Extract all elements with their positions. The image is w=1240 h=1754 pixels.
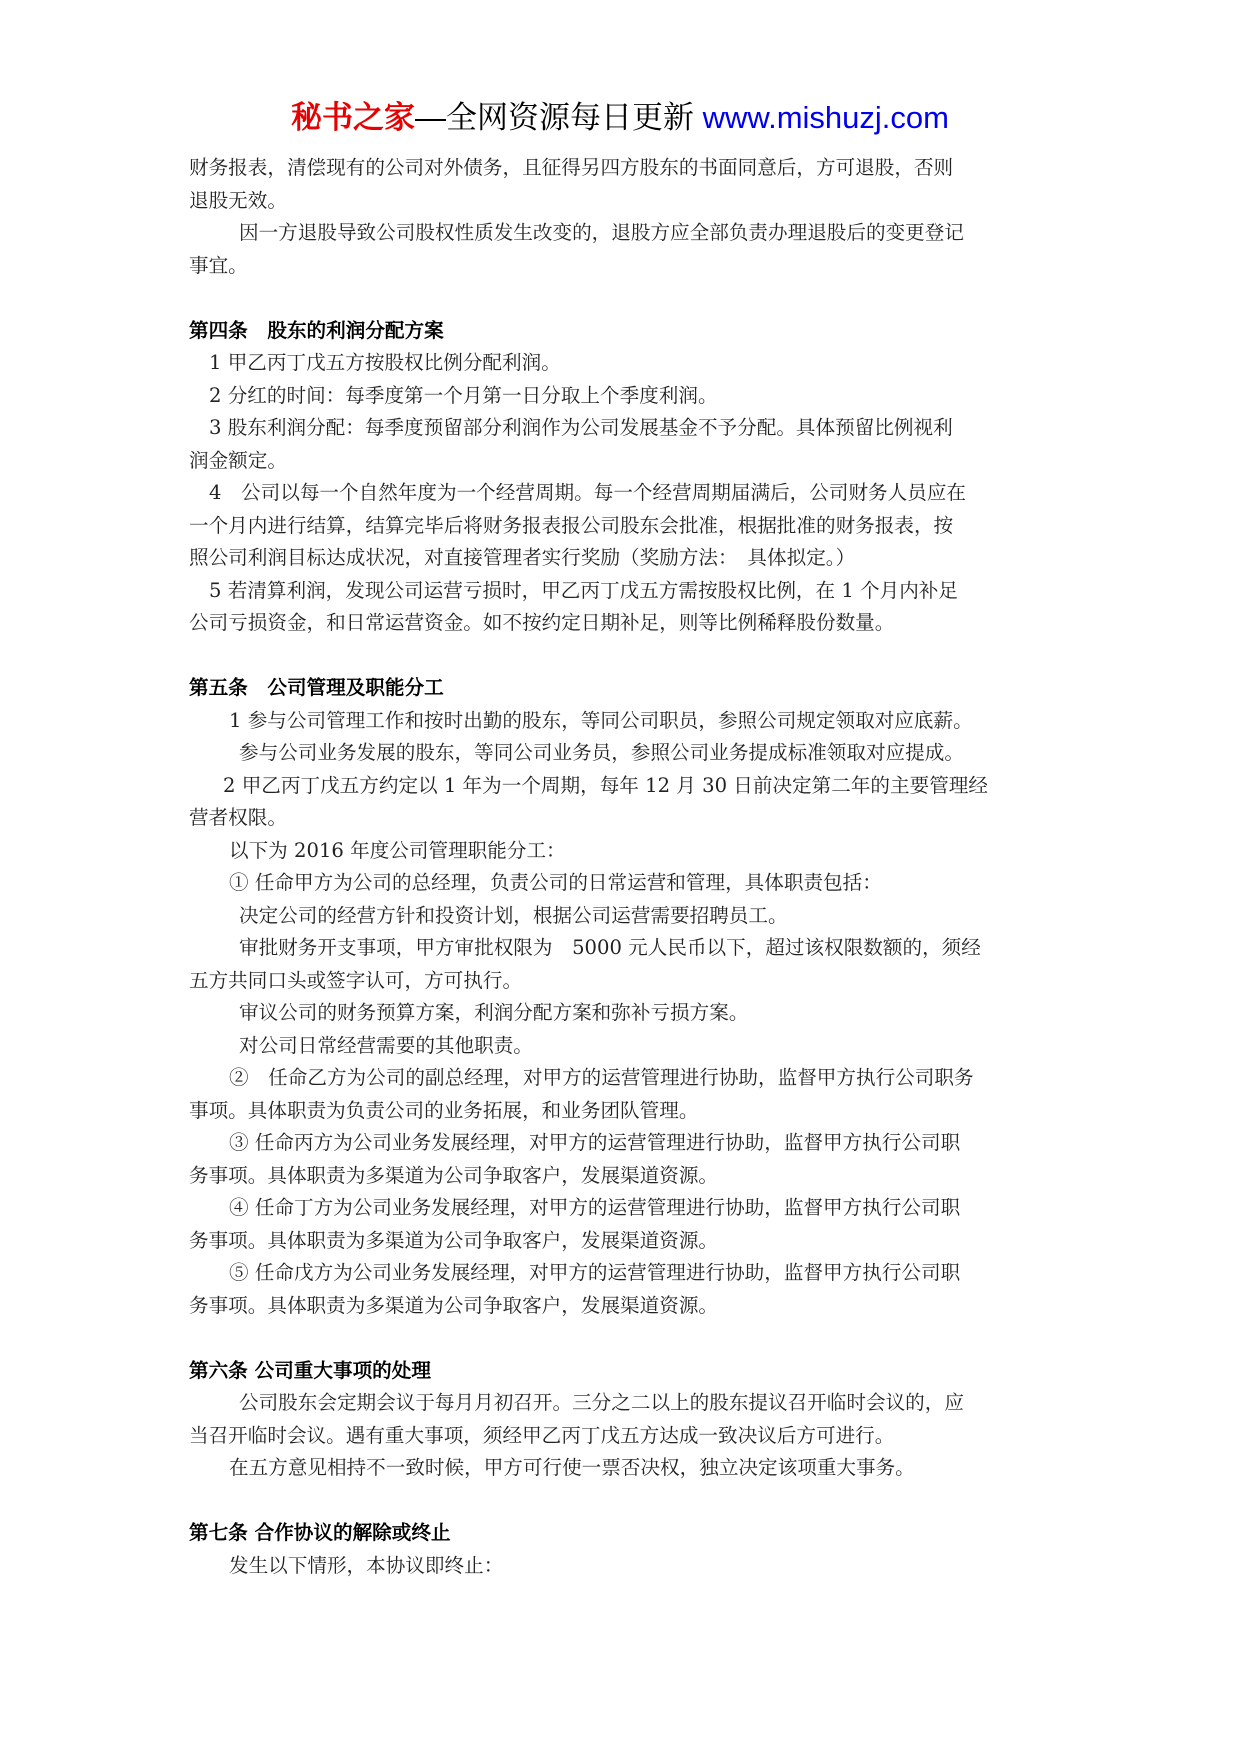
text-line: 营者权限。	[189, 806, 287, 829]
paragraph-gap	[189, 282, 1059, 315]
header-tagline: —全网资源每日更新	[415, 100, 703, 135]
section-heading: 第四条 股东的利润分配方案	[189, 318, 444, 342]
text-line: ① 任命甲方为公司的总经理，负责公司的日常运营和管理，具体职责包括：	[229, 871, 882, 894]
section-heading: 第七条 合作协议的解除或终止	[189, 1521, 451, 1544]
text-line: 1 参与公司管理工作和按时出勤的股东，等同公司职员，参照公司规定领取对应底薪。	[229, 708, 973, 732]
text-line: 发生以下情形，本协议即终止：	[229, 1553, 504, 1577]
text-line: 审批财务开支事项，甲方审批权限为 5000 元人民币以下，超过该权限数额的，须经	[239, 936, 981, 959]
paragraph-gap	[189, 1322, 1059, 1355]
document-body	[189, 152, 1059, 1582]
text-line: 润金额定。	[189, 448, 287, 472]
text-line: 4 公司以每一个自然年度为一个经营周期。每一个经营周期届满后，公司财务人员应在	[209, 481, 967, 504]
page-header	[0, 98, 1240, 138]
text-line: 公司亏损资金，和日常运营资金。如不按约定日期补足，则等比例稀释股份数量。	[189, 611, 895, 634]
text-line: 退股无效。	[189, 188, 287, 212]
text-line: ④ 任命丁方为公司业务发展经理，对甲方的运营管理进行协助，监督甲方执行公司职	[229, 1196, 961, 1219]
paragraph-gap	[189, 1485, 1059, 1518]
header-site-link[interactable]: www.mishuzj.com	[702, 100, 949, 135]
text-line: 5 若清算利润，发现公司运营亏损时，甲乙丙丁戊五方需按股权比例，在 1 个月内补足	[209, 578, 958, 602]
text-line: 2 甲乙丙丁戊五方约定以 1 年为一个周期，每年 12 月 30 日前决定第二年的主要管理经	[223, 773, 988, 797]
text-line: 2 分红的时间：每季度第一个月第一日分取上个季度利润。	[209, 383, 718, 407]
text-line: 务事项。具体职责为多渠道为公司争取客户，发展渠道资源。	[189, 1228, 719, 1252]
header-brand: 秘书之家	[291, 100, 416, 135]
text-line: ② 任命乙方为公司的副总经理，对甲方的运营管理进行协助，监督甲方执行公司职务	[229, 1066, 974, 1089]
text-line: 决定公司的经营方针和投资计划，根据公司运营需要招聘员工。	[239, 903, 788, 927]
text-line: ③ 任命丙方为公司业务发展经理，对甲方的运营管理进行协助，监督甲方执行公司职	[229, 1131, 961, 1154]
text-line: 一个月内进行结算，结算完毕后将财务报表报公司股东会批准，根据批准的财务报表，按	[189, 513, 954, 537]
text-line: 财务报表，清偿现有的公司对外债务，且征得另四方股东的书面同意后，方可退股，否则	[189, 156, 954, 179]
text-line: 事项。具体职责为负责公司的业务拓展，和业务团队管理。	[189, 1098, 699, 1122]
text-line: 参与公司业务发展的股东，等同公司业务员，参照公司业务提成标准领取对应提成。	[239, 741, 964, 764]
text-line: 公司股东会定期会议于每月月初召开。三分之二以上的股东提议召开临时会议的，应	[239, 1391, 964, 1414]
text-line: 因一方退股导致公司股权性质发生改变的，退股方应全部负责办理退股后的变更登记	[239, 221, 964, 244]
text-line: 在五方意见相持不一致时候，甲方可行使一票否决权，独立决定该项重大事务。	[229, 1456, 915, 1479]
text-line: 务事项。具体职责为多渠道为公司争取客户，发展渠道资源。	[189, 1293, 719, 1317]
text-line: 当召开临时会议。遇有重大事项，须经甲乙丙丁戊五方达成一致决议后方可进行。	[189, 1423, 895, 1447]
text-line: 对公司日常经营需要的其他职责。	[239, 1033, 533, 1057]
section-heading: 第六条 公司重大事项的处理	[189, 1358, 431, 1382]
text-line: 照公司利润目标达成状况，对直接管理者实行奖励（奖励方法： 具体拟定。）	[189, 546, 856, 569]
text-line: 1 甲乙丙丁戊五方按股权比例分配利润。	[209, 351, 561, 374]
text-line: 审议公司的财务预算方案，利润分配方案和弥补亏损方案。	[239, 1001, 749, 1024]
text-line: 事宜。	[189, 253, 248, 277]
text-line: 五方共同口头或签字认可，方可执行。	[189, 968, 523, 992]
paragraph-gap	[189, 640, 1059, 673]
text-line: 务事项。具体职责为多渠道为公司争取客户，发展渠道资源。	[189, 1163, 719, 1187]
text-line: 以下为 2016 年度公司管理职能分工：	[229, 838, 566, 862]
text-line: ⑤ 任命戊方为公司业务发展经理，对甲方的运营管理进行协助，监督甲方执行公司职	[229, 1261, 961, 1284]
text-line: 3 股东利润分配：每季度预留部分利润作为公司发展基金不予分配。具体预留比例视利	[209, 416, 953, 439]
section-heading: 第五条 公司管理及职能分工	[189, 676, 444, 699]
